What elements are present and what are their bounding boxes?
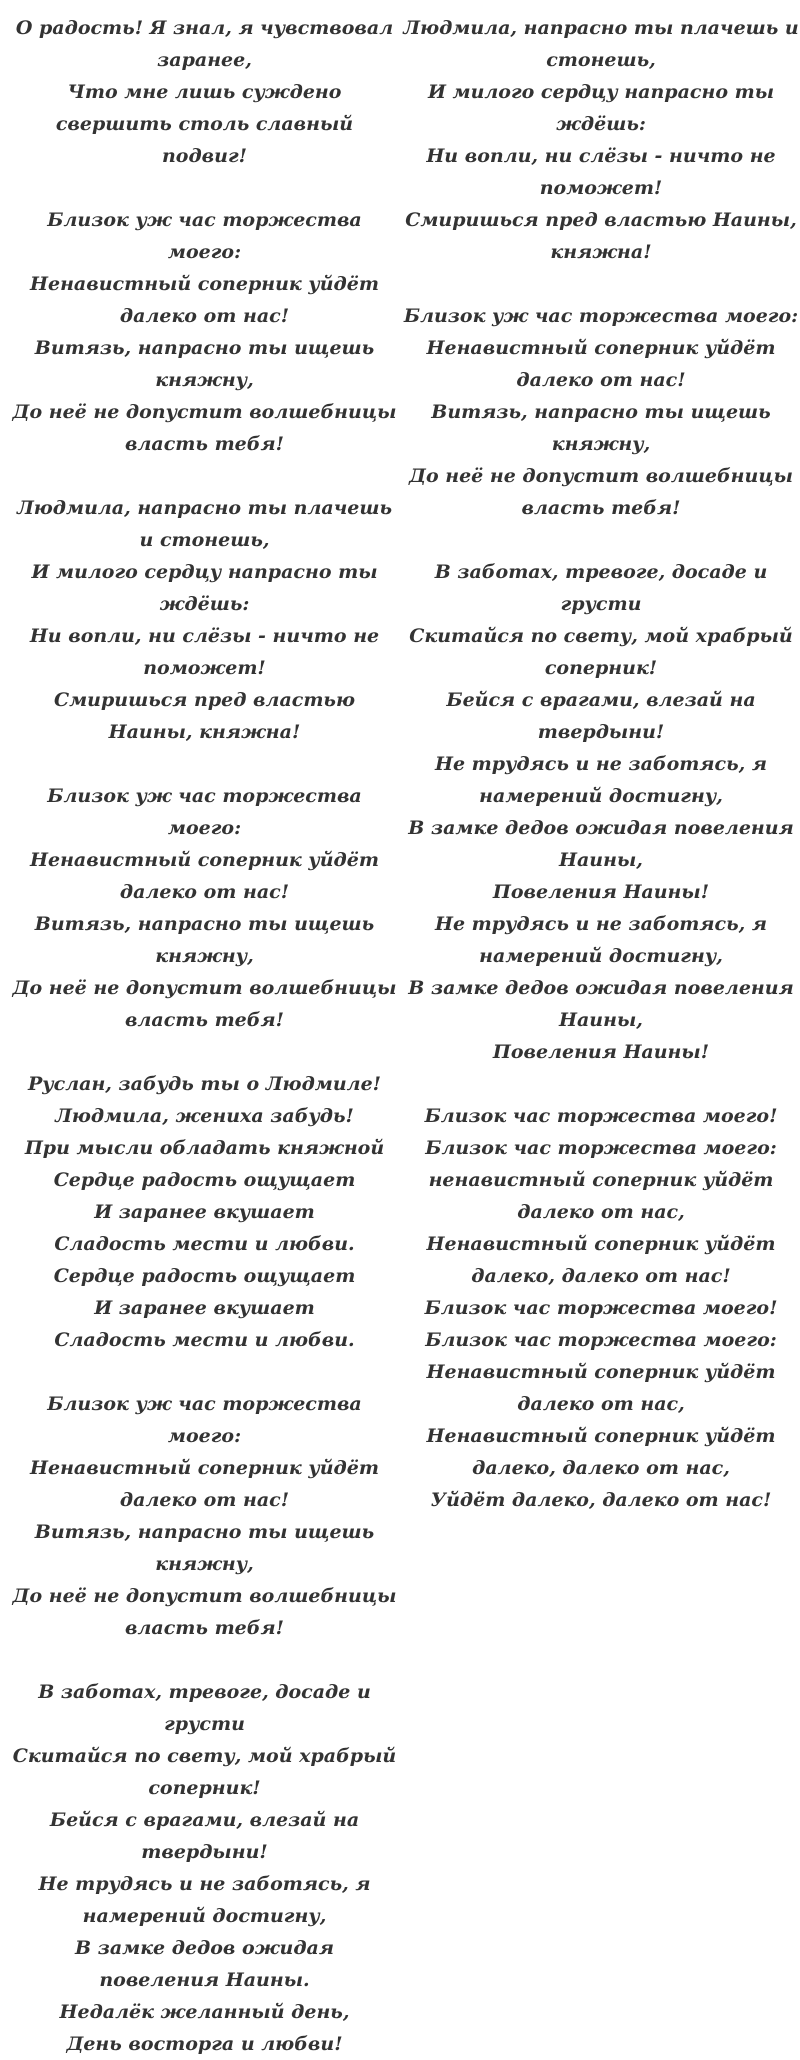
lyric-line: Витязь, напрасно ты ищешь княжну,	[431, 401, 771, 455]
lyric-line: Близок час торжества моего!	[424, 1297, 778, 1319]
lyric-line: ненавистный соперник уйдёт далеко от нас,	[428, 1169, 774, 1223]
lyric-line: До неё не допустит волшебницы власть тебя!	[12, 401, 397, 455]
lyric-line: Бейся с врагами, влезай на твердыни!	[49, 1809, 360, 1863]
lyric-line: Повеления Наины!	[492, 881, 710, 903]
lyric-line: Недалёк желанный день,	[59, 2001, 350, 2023]
lyric-line: Не трудясь и не заботясь, я намерений достигну,	[435, 913, 767, 967]
lyric-line: В замке дедов ожидая повеления Наины,	[408, 977, 794, 1031]
lyric-line: Ненавистный соперник уйдёт далеко от нас!	[30, 849, 379, 903]
lyric-line: Ненавистный соперник уйдёт далеко от нас!	[426, 337, 776, 391]
lyric-line: Витязь, напрасно ты ищешь княжну,	[34, 337, 375, 391]
lyric-line: День восторга и любви!	[66, 2033, 343, 2055]
lyric-line: Ненавистный соперник уйдёт далеко, далеко от нас,	[426, 1425, 776, 1479]
lyric-line: Ненавистный соперник уйдёт далеко от нас,	[426, 1361, 776, 1415]
stanza	[12, 1068, 397, 1356]
lyric-line: Сердце радость ощущает	[53, 1169, 356, 1191]
lyric-line: И милого сердцу напрасно ты ждёшь:	[31, 561, 378, 615]
lyric-line: Ненавистный соперник уйдёт далеко от нас!	[30, 1457, 379, 1511]
lyric-line: Ненавистный соперник уйдёт далеко от нас!	[30, 273, 379, 327]
lyric-line: Уйдёт далеко, далеко от нас!	[430, 1489, 772, 1511]
lyric-line: Сладость мести и любви.	[54, 1329, 355, 1351]
lyric-line: Близок час торжества моего:	[425, 1137, 777, 1159]
stanza	[402, 12, 800, 268]
lyric-line: В заботах, тревоге, досаде и грусти	[38, 1681, 371, 1735]
lyric-line: О радость! Я знал, я чувствовал заранее,	[15, 17, 394, 71]
lyric-line: До неё не допустит волшебницы власть тебя!	[12, 977, 397, 1031]
lyric-line: Близок уж час торжества моего:	[47, 785, 362, 839]
lyric-line: В замке дедов ожидая повеления Наины,	[408, 817, 794, 871]
lyric-line: Близок уж час торжества моего:	[47, 209, 362, 263]
stanza	[12, 492, 397, 748]
lyric-line: Людмила, напрасно ты плачешь и стонешь,	[403, 17, 799, 71]
lyric-line: Витязь, напрасно ты ищешь княжну,	[34, 1521, 375, 1575]
lyric-line: И милого сердцу напрасно ты ждёшь:	[427, 81, 775, 135]
lyric-line: До неё не допустит волшебницы власть тебя!	[409, 465, 793, 519]
lyric-line: И заранее вкушает	[94, 1201, 315, 1223]
lyric-line: Близок уж час торжества моего:	[403, 305, 799, 327]
stanza	[12, 780, 397, 1036]
lyric-line: Ни вопли, ни слёзы - ничто не поможет!	[426, 145, 776, 199]
lyric-line: Смиришься пред властью Наины, княжна!	[54, 689, 355, 743]
lyric-line: Сердце радость ощущает	[53, 1265, 356, 1287]
stanza	[12, 12, 397, 172]
stanza	[12, 1388, 397, 1644]
lyric-line: Бейся с врагами, влезай на твердыни!	[446, 689, 756, 743]
lyric-line: Сладость мести и любви.	[54, 1233, 355, 1255]
lyric-line: При мысли обладать княжной	[24, 1137, 385, 1159]
lyric-line: Близок час торжества моего:	[425, 1329, 777, 1351]
stanza	[12, 204, 397, 460]
lyric-line: Ненавистный соперник уйдёт далеко, далеко от нас!	[426, 1233, 776, 1287]
lyric-line: В замке дедов ожидая повеления Наины.	[75, 1937, 334, 1991]
lyric-line: Скитайся по свету, мой храбрый соперник!	[12, 1745, 397, 1799]
lyric-line: Людмила, напрасно ты плачешь и стонешь,	[16, 497, 393, 551]
lyric-line: Близок уж час торжества моего:	[47, 1393, 362, 1447]
stanza	[402, 556, 800, 1068]
lyric-line: Не трудясь и не заботясь, я намерений достигну,	[38, 1873, 371, 1927]
lyric-line: Не трудясь и не заботясь, я намерений достигну,	[435, 753, 767, 807]
lyric-line: Близок час торжества моего!	[424, 1105, 778, 1127]
stanza	[402, 1100, 800, 1516]
lyric-line: Руслан, забудь ты о Людмиле!	[28, 1073, 381, 1095]
lyric-line: Людмила, жениха забудь!	[55, 1105, 354, 1127]
lyrics-column-left	[12, 0, 397, 2055]
lyric-line: Что мне лишь суждено свершить столь славный подвиг!	[55, 81, 354, 167]
lyric-line: Ни вопли, ни слёзы - ничто не поможет!	[29, 625, 380, 679]
stanza	[12, 1676, 397, 2060]
stanza	[402, 300, 800, 524]
lyric-line: Смиришься пред властью Наины, княжна!	[405, 209, 797, 263]
lyrics-column-right	[402, 0, 800, 1772]
lyric-line: И заранее вкушает	[94, 1297, 315, 1319]
lyric-line: Витязь, напрасно ты ищешь княжну,	[34, 913, 375, 967]
lyric-line: Повеления Наины!	[492, 1041, 710, 1063]
lyric-line: Скитайся по свету, мой храбрый соперник!	[409, 625, 793, 679]
lyric-line: До неё не допустит волшебницы власть тебя!	[12, 1585, 397, 1639]
lyric-line: В заботах, тревоге, досаде и грусти	[434, 561, 768, 615]
